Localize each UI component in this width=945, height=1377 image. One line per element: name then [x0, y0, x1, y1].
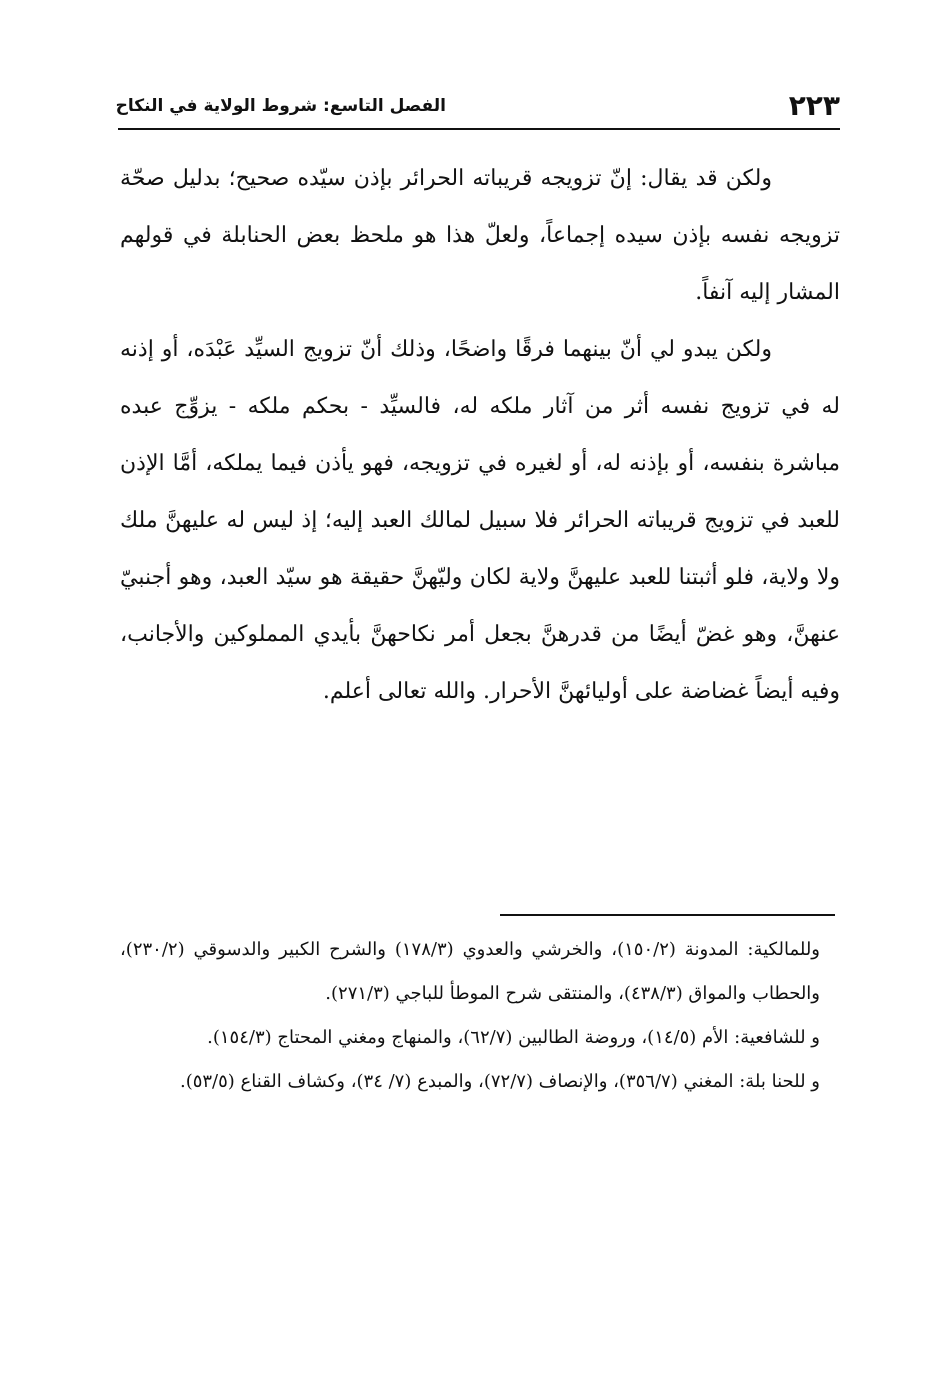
paragraph: ولكن قد يقال: إنّ تزويجه قريباته الحرائر بإذن سيّده صحيح؛ بدليل صحّة تزويجه نفسه بإذن سيده إجماعاً، ولعلّ هذا هو ملحظ بعض الحنابلة في قولهم المشار إليه آنفاً. — [120, 166, 840, 305]
footnotes — [120, 928, 820, 1104]
page-header — [115, 88, 840, 130]
main-text — [120, 150, 840, 720]
footnote: و للشافعية: الأم (١٤/٥)، وروضة الطالبين (٦٢/٧)، والمنهاج ومغني المحتاج (١٥٤/٣). — [207, 1027, 820, 1048]
footnote: وللمالكية: المدونة (١٥٠/٢)، والخرشي والعدوي (١٧٨/٣) والشرح الكبير والدسوقي (٢٣٠/٢)، والحطاب والمواق (٤٣٨/٣)، والمنتقى شرح الموطأ للباجي (٢٧١/٣). — [120, 939, 820, 1004]
running-title: الفصل التاسع: شروط الولاية في النكاح — [115, 96, 446, 116]
footnote: و للحنا بلة: المغني (٣٥٦/٧)، والإنصاف (٧٢/٧)، والمبدع (٧/ ٣٤)، وكشاف القناع (٥٣/٥). — [179, 1071, 820, 1092]
paragraph: ولكن يبدو لي أنّ بينهما فرقًا واضحًا، وذلك أنّ تزويج السيِّد عَبْدَه، أو إذنه له في تزويج نفسه أثر من آثار ملكه له، فالسيِّد - بحكم ملكه - يزوِّج عبده مباشرة بنفسه، أو بإذنه له، أو لغيره في تزويجه، فهو يأذن فيما يملكه، أمَّا الإذن للعبد في تزويج قريباته الحرائر فلا سبيل لمالك العبد إليه؛ إذ ليس له عليهنَّ ملك ولا ولاية، فلو أثبتنا للعبد عليهنَّ ولاية لكان وليّهنَّ حقيقة هو سيّد العبد، وهو أجنبيّ عنهنَّ، وهو غضّ أيضًا من قدرهنَّ بجعل أمر نكاحهنَّ بأيدي المملوكين والأجانب، وفيه أيضاً غضاضة على أوليائهنَّ الأحرار. والله تعالى أعلم. — [120, 337, 840, 704]
page-number: ٢٢٣ — [788, 89, 840, 122]
footnote-divider — [500, 914, 835, 916]
